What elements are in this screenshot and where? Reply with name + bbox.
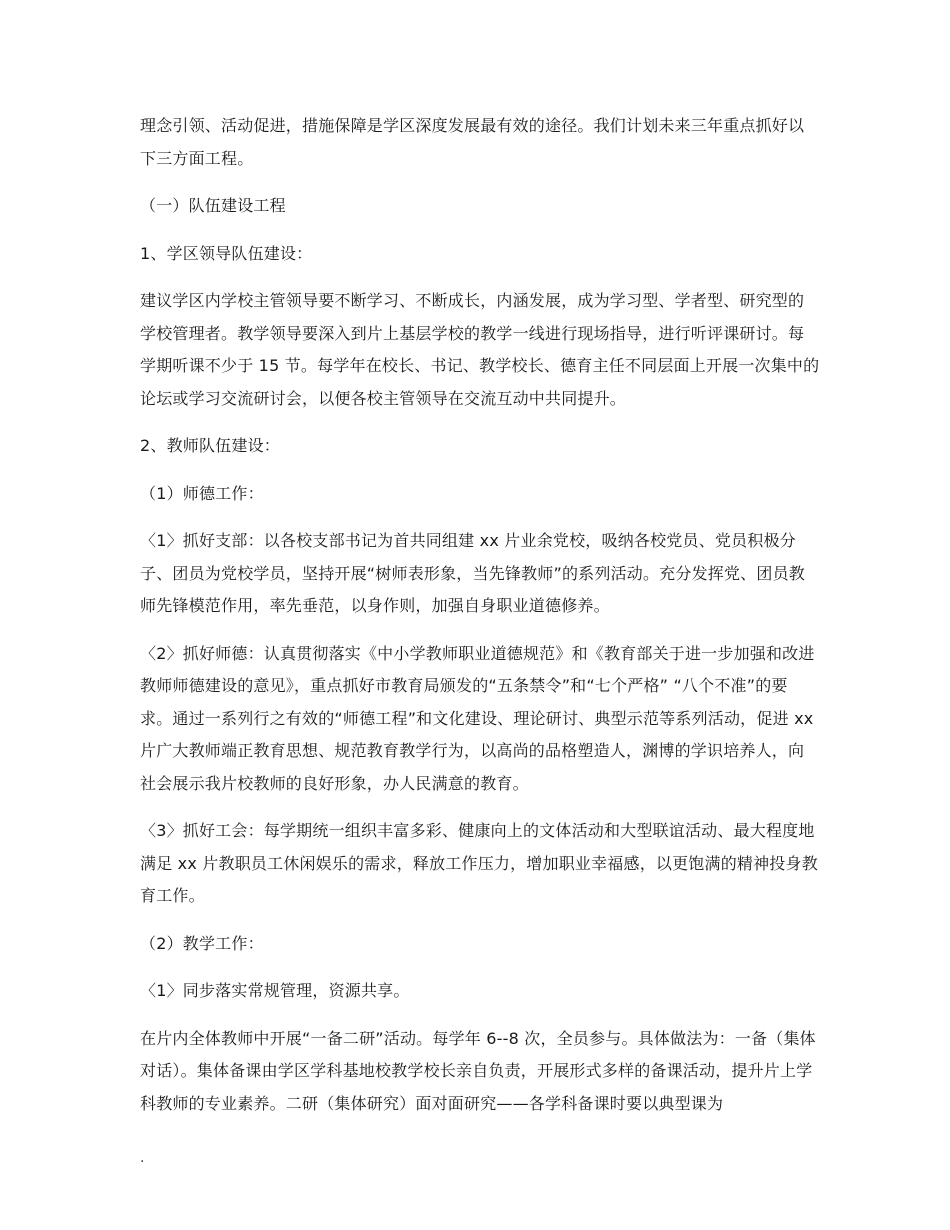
subheading-leadership: 1、学区领导队伍建设： bbox=[140, 243, 313, 263]
ethics-item-union: 〈3〉抓好工会：每学期统一组织丰富多彩、健康向上的文体活动和大型联谊活动、最大程度地满足 xx 片教职员工休闲娱乐的需求，释放工作压力，增加职业幸福感，以更饱满的精神投身教育工作。 bbox=[140, 821, 818, 905]
ethics-item-morality: 〈2〉抓好师德：认真贯彻落实《中小学教师职业道德规范》和《教育部关于进一步加强和改进教师师德建设的意见》，重点抓好市教育局颁发的“五条禁令”和“七个严格” “八个不准”的要求。通过一系列行之有效的“师德工程”和文化建设、理论研讨、典型示范等系列活动，促进 xx 片广大教师端正教育思想、规范教育教学行为，以高尚的品格塑造人，渊博的学识培养人，向社会展示我片校教师的良好形象，办人民满意的教育。 bbox=[140, 643, 815, 793]
section-heading-team-building: （一）队伍建设工程 bbox=[140, 196, 286, 215]
subheading-teaching-work: （2）教学工作： bbox=[140, 933, 264, 953]
ethics-item-branch: 〈1〉抓好支部：以各校支部书记为首共同组建 xx 片业余党校，吸纳各校党员、党员积极分子、团员为党校学员，坚持开展“树师表形象，当先锋教师”的系列活动。充分发挥党、团员教师先锋模范作用，率先垂范，以身作则，加强自身职业道德修养。 bbox=[140, 531, 805, 615]
subheading-teachers: 2、教师队伍建设： bbox=[140, 436, 280, 455]
teaching-paragraph: 在片内全体教师中开展“一备二研”活动。每学年 6--8 次，全员参与。具体做法为：一备（集体对话）。集体备课由学区学科基地校教学校长亲自负责，开展形式多样的备课活动，提升片上学科教师的专业素养。二研（集体研究）面对面研究——各学科备课时要以典型课为 bbox=[140, 1028, 816, 1113]
teaching-item-routine: 〈1〉同步落实常规管理，资源共享。 bbox=[140, 981, 410, 1000]
intro-paragraph: 理念引领、活动促进，措施保障是学区深度发展最有效的途径。我们计划未来三年重点抓好以下三方面工程。 bbox=[140, 116, 805, 168]
subheading-ethics-work: （1）师德工作： bbox=[140, 483, 264, 503]
leadership-paragraph: 建议学区内学校主管领导要不断学习、不断成长，内涵发展，成为学习型、学者型、研究型的学校管理者。教学领导要深入到片上基层学校的教学一线进行现场指导，进行听评课研讨。每学期听课不少于 15 节。每学年在校长、书记、教学校长、德育主任不同层面上开展一次集中的论坛或学习交流研讨会，以便各校主管领导在交流互动中共同提升。 bbox=[140, 291, 820, 408]
page-footer-mark: . bbox=[140, 1150, 145, 1166]
document-body bbox=[140, 110, 820, 1135]
